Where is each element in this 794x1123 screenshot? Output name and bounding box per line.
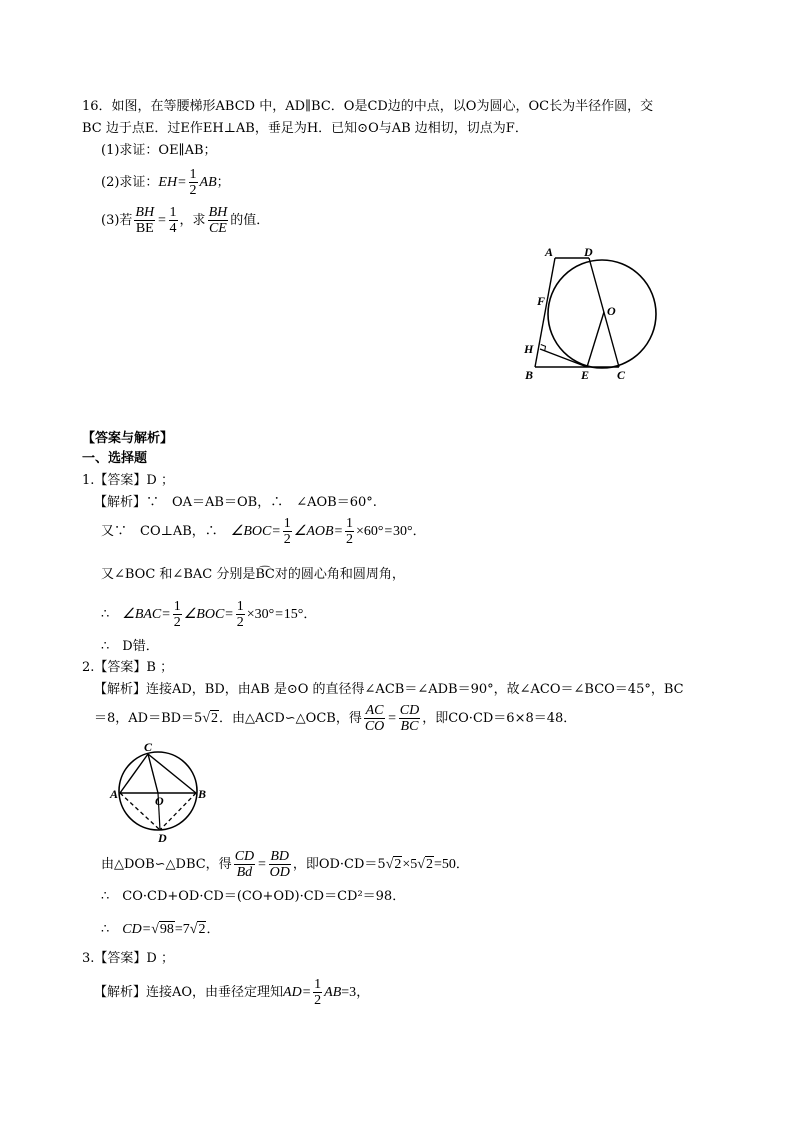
q16-line1: 16．如图，在等腰梯形ABCD 中，AD∥BC．O是CD边的中点，以O为圆心，OC长为半径作圆，交 bbox=[82, 99, 654, 114]
fraction-numerator: BH bbox=[135, 205, 155, 220]
fraction-numerator: 1 bbox=[173, 599, 181, 614]
q16-part2-prefix: (2)求证： bbox=[101, 175, 159, 190]
math: ×30° bbox=[246, 607, 275, 622]
q16-part3-prefix: (3)若 bbox=[101, 213, 133, 228]
label-b: B bbox=[198, 787, 207, 801]
answer1-line3: 又∠BOC 和∠BAC 分别是B͡C对的圆心角和圆周角， bbox=[101, 567, 405, 582]
radicand: 2 bbox=[394, 857, 402, 872]
q16-part3-eq: = bbox=[157, 213, 167, 228]
circle-diameter-figure bbox=[108, 738, 216, 846]
answer2-line1: 【解析】连接AD，BD，由AB 是⊙O 的直径得∠ACB＝∠ADB＝90°，故∠ACO＝∠BCO＝45°，BC bbox=[94, 682, 684, 697]
answers-heading: 【答案与解析】 bbox=[82, 431, 174, 446]
text: ． bbox=[455, 857, 469, 872]
label-a: A bbox=[545, 245, 554, 259]
text: ． bbox=[206, 922, 220, 937]
fraction bbox=[399, 703, 420, 734]
text: ，即CO·CD＝6×8＝48． bbox=[422, 711, 577, 726]
fraction bbox=[173, 599, 182, 630]
fraction-denominator: OD bbox=[269, 865, 290, 880]
math: 30° bbox=[392, 524, 413, 539]
q16-part2-eq: = bbox=[177, 175, 187, 190]
answer1-line2 bbox=[101, 515, 426, 549]
fraction-denominator: 2 bbox=[314, 993, 322, 1008]
fraction-numerator: BD bbox=[270, 849, 290, 864]
math: AB bbox=[324, 985, 342, 1000]
q16-part2-rhs: AB bbox=[199, 175, 217, 190]
fraction-denominator: Bd bbox=[236, 865, 253, 880]
answer3-number: 3.【答案】D ； bbox=[82, 951, 174, 966]
math: = bbox=[333, 524, 344, 539]
answer3-line1 bbox=[94, 976, 369, 1010]
fraction-numerator: 1 bbox=[169, 205, 177, 220]
math: ∠BAC bbox=[122, 607, 162, 622]
math: ∠BOC bbox=[230, 524, 272, 539]
text: ．由△ACD∽△OCB，得 bbox=[219, 711, 362, 726]
fraction-numerator: BH bbox=[208, 205, 228, 220]
fraction-denominator: 4 bbox=[169, 221, 177, 236]
text: ． bbox=[303, 607, 317, 622]
math: =7 bbox=[174, 922, 190, 937]
q16-part2-fraction bbox=[189, 167, 198, 198]
text: ， bbox=[356, 985, 370, 1000]
section-title: 一、选择题 bbox=[82, 451, 148, 466]
label-c: C bbox=[617, 368, 626, 382]
q16-part2 bbox=[101, 166, 230, 200]
fraction bbox=[313, 977, 322, 1008]
fraction-denominator: CO bbox=[364, 719, 385, 734]
sqrt: √2 bbox=[202, 711, 219, 726]
fraction-numerator: 1 bbox=[236, 599, 244, 614]
answer1-line1: 【解析】∵ OA＝AB＝OB，∴ ∠AOB＝60°. bbox=[94, 495, 377, 510]
text: ． bbox=[412, 524, 426, 539]
fraction-numerator: AC bbox=[365, 703, 384, 718]
math: CD bbox=[122, 922, 142, 937]
math: = bbox=[383, 524, 393, 539]
label-f: F bbox=[537, 294, 546, 308]
fraction bbox=[364, 703, 385, 734]
q16-part3-end: 的值． bbox=[230, 213, 270, 228]
answer2-line2 bbox=[94, 702, 576, 736]
fraction-numerator: CD bbox=[399, 703, 420, 718]
fraction-numerator: 1 bbox=[283, 516, 291, 531]
fraction-denominator: BC bbox=[400, 719, 419, 734]
answer1-line4 bbox=[101, 598, 316, 632]
math: ×5 bbox=[402, 857, 418, 872]
fraction bbox=[236, 599, 245, 630]
math: = bbox=[161, 607, 171, 622]
math: = bbox=[271, 524, 281, 539]
text: ∴ bbox=[101, 922, 123, 937]
radicand: 98 bbox=[159, 922, 174, 937]
math: = bbox=[224, 607, 234, 622]
q16-part3 bbox=[101, 204, 269, 238]
segment-co bbox=[148, 754, 158, 793]
fraction bbox=[345, 516, 354, 547]
fraction-denominator: 2 bbox=[173, 615, 181, 630]
sqrt: √2 bbox=[417, 857, 433, 872]
fraction-denominator: 2 bbox=[283, 532, 291, 547]
math: ∠BOC bbox=[183, 607, 225, 622]
label-c: C bbox=[144, 740, 153, 754]
math: 15° bbox=[283, 607, 304, 622]
fraction-numerator: 1 bbox=[314, 977, 322, 992]
math: =3 bbox=[341, 985, 357, 1000]
answer2-number: 2.【答案】B ； bbox=[82, 660, 174, 675]
label-d: D bbox=[158, 831, 167, 845]
q16-part2-end: ； bbox=[216, 175, 230, 190]
text: 由△DOB∽△DBC，得 bbox=[101, 857, 232, 872]
fraction-denominator: 2 bbox=[346, 532, 354, 547]
label-d: D bbox=[584, 245, 593, 259]
math: AD bbox=[283, 985, 302, 1000]
text: ，即OD·CD＝5 bbox=[292, 857, 386, 872]
answer1-line5: ∴ D错． bbox=[101, 639, 159, 654]
q16-part1: (1)求证：OE∥AB； bbox=[101, 143, 217, 158]
circle-o bbox=[548, 260, 656, 368]
q16-part3-fraction3 bbox=[208, 205, 229, 236]
q16-part2-lhs: EH bbox=[158, 175, 178, 190]
segment-oe bbox=[587, 312, 604, 367]
label-a: A bbox=[110, 787, 119, 801]
math: = bbox=[274, 607, 284, 622]
fraction-numerator: CD bbox=[234, 849, 255, 864]
answer2-line3 bbox=[101, 848, 469, 882]
math: = bbox=[141, 922, 152, 937]
fraction-denominator: CE bbox=[208, 221, 227, 236]
fraction-denominator: 2 bbox=[189, 183, 197, 198]
q16-part3-fraction1 bbox=[134, 205, 155, 236]
math: ∠AOB bbox=[293, 524, 334, 539]
math: =50 bbox=[433, 857, 456, 872]
text: ∴ bbox=[101, 607, 123, 622]
label-e: E bbox=[581, 368, 590, 382]
radicand: 2 bbox=[198, 922, 206, 937]
fraction-denominator: 2 bbox=[236, 615, 244, 630]
sqrt: √98 bbox=[151, 922, 174, 937]
math: = bbox=[387, 711, 397, 726]
fraction bbox=[283, 516, 292, 547]
text: ＝8，AD＝BD＝5 bbox=[94, 711, 203, 726]
q16-part3-mid: ，求 bbox=[179, 213, 206, 228]
text: 又∵ CO⊥AB，∴ bbox=[101, 524, 231, 539]
dashed-ad bbox=[120, 793, 160, 830]
fraction bbox=[269, 849, 291, 880]
label-h: H bbox=[524, 342, 534, 356]
sqrt: √2 bbox=[385, 857, 402, 872]
fraction-denominator: BE bbox=[135, 221, 154, 236]
segment-cb bbox=[148, 754, 196, 793]
sqrt: √2 bbox=[189, 922, 206, 937]
trapezoid-circle-figure bbox=[515, 245, 665, 385]
radicand: 2 bbox=[425, 857, 433, 872]
answer2-line4: ∴ CO·CD+OD·CD＝(CO+OD)·CD＝CD²＝98． bbox=[101, 889, 406, 904]
answer1-number: 1.【答案】D ； bbox=[82, 473, 174, 488]
q16-line2: BC 边于点E．过E作EH⊥AB，垂足为H．已知⊙O与AB 边相切，切点为F． bbox=[82, 121, 528, 136]
math: ×60° bbox=[356, 524, 384, 539]
radicand: 2 bbox=[211, 711, 219, 726]
answer2-line5 bbox=[101, 918, 219, 942]
math: = bbox=[257, 857, 267, 872]
label-o: O bbox=[607, 304, 616, 318]
fraction-numerator: 1 bbox=[346, 516, 354, 531]
label-b: B bbox=[525, 368, 534, 382]
text: 【解析】连接AO，由垂径定理知 bbox=[94, 985, 284, 1000]
fraction-numerator: 1 bbox=[189, 167, 197, 182]
label-o: O bbox=[155, 794, 164, 808]
fraction bbox=[234, 849, 255, 880]
math: = bbox=[301, 985, 312, 1000]
q16-part3-fraction2 bbox=[169, 205, 178, 236]
